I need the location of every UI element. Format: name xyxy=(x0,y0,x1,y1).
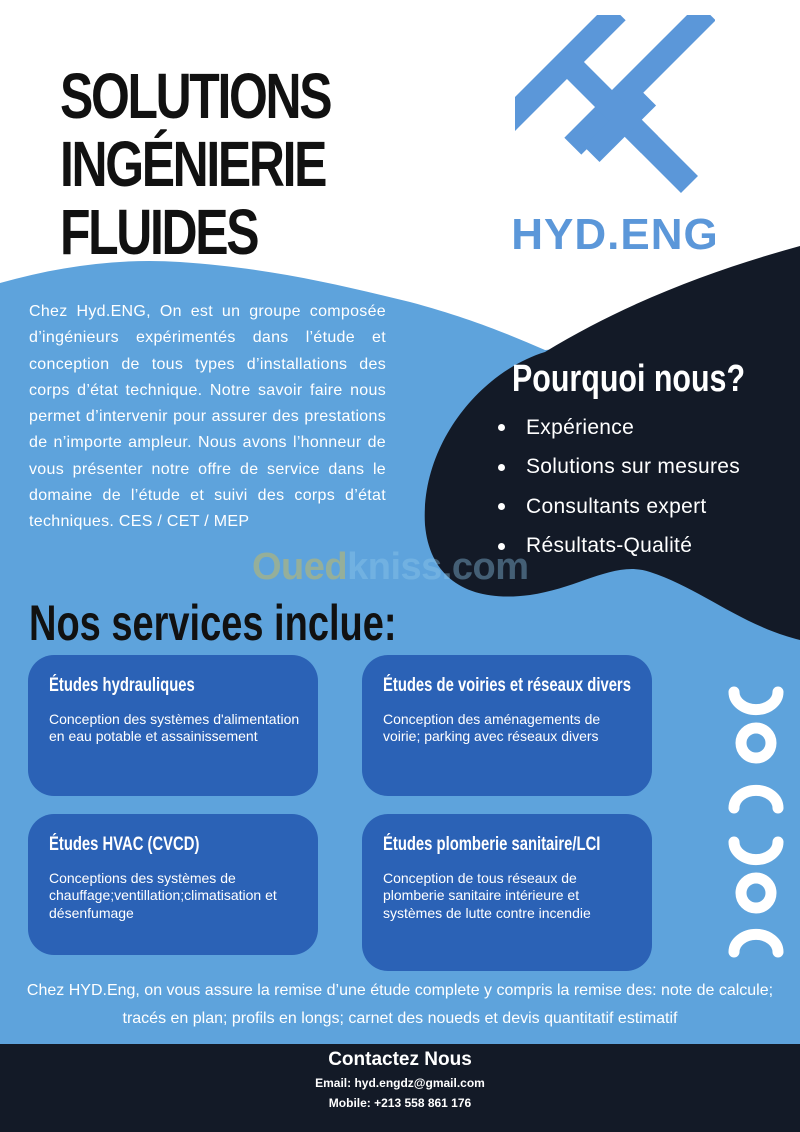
page-title xyxy=(60,62,330,266)
list-item-label: Consultants expert xyxy=(526,494,707,518)
service-card-title: Études HVAC (CVCD) xyxy=(49,834,200,855)
why-us-list xyxy=(498,408,740,566)
list-item-label: Résultats-Qualité xyxy=(526,534,693,558)
service-card-hvac xyxy=(28,814,318,955)
service-card-roads-networks xyxy=(362,655,652,796)
service-card-plumbing xyxy=(362,814,652,971)
contact-email[interactable]: Email: hyd.engdz@gmail.com xyxy=(315,1076,485,1090)
bullet-icon xyxy=(498,424,505,431)
watermark-part-2: kniss.com xyxy=(347,546,529,588)
contact-title: Contactez Nous xyxy=(328,1049,472,1070)
services-title: Nos services inclue: xyxy=(29,595,397,651)
contact-footer xyxy=(0,1044,800,1132)
list-item xyxy=(498,408,740,448)
list-item xyxy=(498,487,740,527)
service-card-text: Conceptions des systèmes de chauffage;ventillation;climatisation et désenfumage xyxy=(49,870,277,921)
service-card-title: Études de voiries et réseaux divers xyxy=(383,675,631,696)
wave-pattern-icon xyxy=(726,680,786,960)
brand-name: HYD.ENG xyxy=(511,210,719,259)
hyd-eng-logo-icon xyxy=(515,15,715,215)
contact-mobile[interactable]: Mobile: +213 558 861 176 xyxy=(328,1096,472,1110)
intro-paragraph: Chez Hyd.ENG, On est un groupe composée d’ingénieurs expérimentés dans l’étude et conception de tous types d’installations des corps d’état technique. Notre savoir faire nous permet d’intervenir pour assurer des prestations de n’importe ampleur. Nous avons l’honneur de vous présenter notre offre de service dans le domaine de l’étude et suivi des corps d’état techniques. CES / CET / MEP xyxy=(29,303,386,531)
list-item xyxy=(498,527,740,567)
service-card-title: Études plomberie sanitaire/LCI xyxy=(383,834,601,855)
watermark xyxy=(252,546,529,589)
list-item-label: Expérience xyxy=(526,415,635,439)
title-line-1: SOLUTIONS xyxy=(60,60,331,132)
list-item xyxy=(498,448,740,488)
list-item-label: Solutions sur mesures xyxy=(526,455,741,479)
title-line-2: INGÉNIERIE xyxy=(60,128,326,200)
service-card-text: Conception de tous réseaux de plomberie sanitaire intérieure et systèmes de lutte contre incendie xyxy=(383,870,591,921)
service-card-hydraulics xyxy=(28,655,318,796)
service-card-text: Conception des systèmes d'alimentation en eau potable et assainissement xyxy=(49,711,300,745)
bullet-icon xyxy=(498,464,505,471)
bullet-icon xyxy=(498,503,505,510)
title-line-3: FLUIDES xyxy=(60,196,258,268)
closing-paragraph: Chez HYD.Eng, on vous assure la remise d’une étude complete y compris la remise des: note de calcule; tracés en plan; profils en longs; carnet des noueds et devis quantitatif estimatif xyxy=(26,982,774,1027)
service-card-text: Conception des aménagements de voirie; parking avec réseaux divers xyxy=(383,711,601,745)
service-card-title: Études hydrauliques xyxy=(49,675,195,696)
why-us-title: Pourquoi nous? xyxy=(512,358,746,400)
watermark-part-1: Oued xyxy=(252,546,348,588)
